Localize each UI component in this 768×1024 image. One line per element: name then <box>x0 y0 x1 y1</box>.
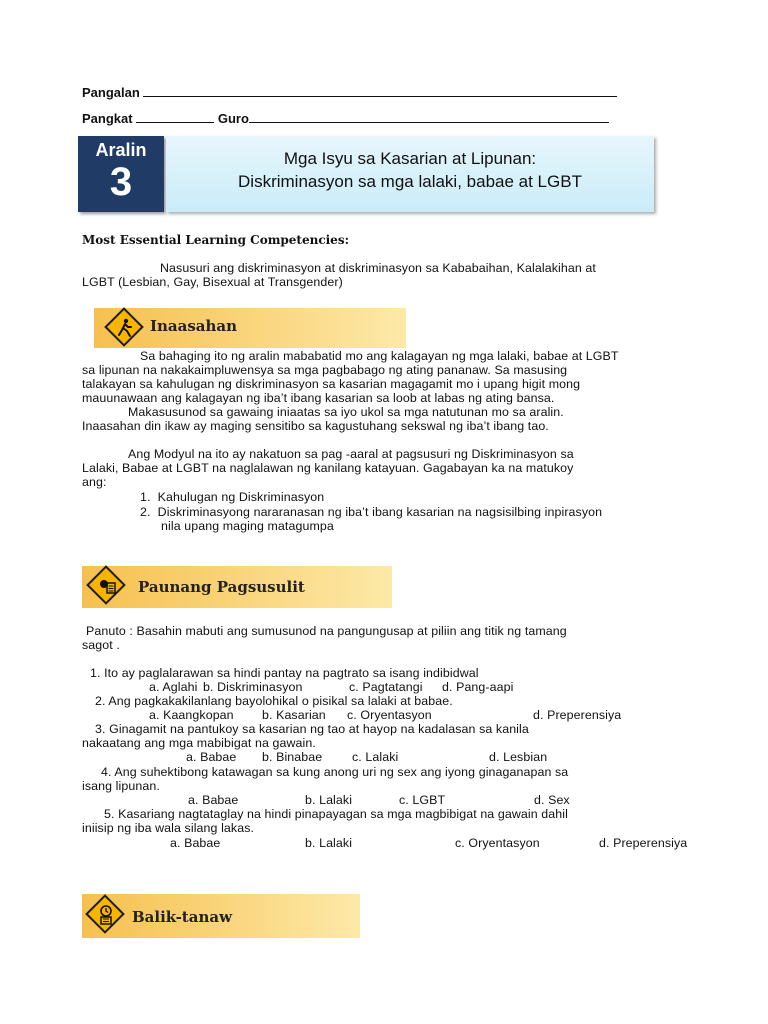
option[interactable]: c. Pagtatangi <box>349 680 423 694</box>
question-5: 5. Kasariang nagtataglay na hindi pinapayagan sa mga magbibigat na gawain dahil <box>104 807 568 821</box>
panuto-line2: sagot . <box>82 638 120 652</box>
option[interactable]: a. Aglahi <box>149 680 198 694</box>
option[interactable]: c. Oryentasyon <box>347 708 432 722</box>
list-num: 1. <box>140 490 151 504</box>
option[interactable]: b. Lalaki <box>305 836 353 850</box>
option[interactable]: a. Kaangkopan <box>149 708 234 722</box>
balik-tanaw-title: Balik-tanaw <box>132 908 232 926</box>
paunang-pagsusulit-header <box>82 566 392 608</box>
name-label: Pangalan <box>82 85 140 100</box>
inaasahan-p2-line1: Makasusunod sa gawaing iniaatas sa iyo ukol sa mga natutunan mo sa aralin. <box>128 405 564 419</box>
clock-calendar-icon <box>91 900 121 930</box>
question-4-cont: isang lipunan. <box>82 779 160 793</box>
list-text: Diskriminasyong nararanasan ng iba’t ibang kasarian na nagsisilbing inpirasyon <box>157 505 603 519</box>
melc-heading: Most Essential Learning Competencies: <box>82 233 350 247</box>
list-item <box>140 490 324 504</box>
name-field-row <box>82 84 617 100</box>
option[interactable]: b. Binabae <box>262 750 323 764</box>
melc-line2: LGBT (Lesbian, Gay, Bisexual at Transgender) <box>82 275 343 289</box>
option[interactable]: d. Lesbian <box>489 750 548 764</box>
teacher-input-line[interactable] <box>249 110 609 123</box>
list-item-continued: nila upang maging matagumpa <box>161 519 334 533</box>
panuto-line1: Panuto : Basahin mabuti ang sumusunod na pangungusap at piliin ang titik ng tamang <box>86 624 567 638</box>
section-input-line[interactable] <box>136 110 214 123</box>
option[interactable]: c. Lalaki <box>352 750 399 764</box>
lesson-number-box <box>78 136 164 212</box>
inaasahan-p3-line2: Lalaki, Babae at LGBT na naglalawan ng kanilang katayuan. Gagabayan ka na matukoy <box>82 461 574 475</box>
option[interactable]: a. Babae <box>170 836 221 850</box>
option[interactable]: c. Oryentasyon <box>455 836 540 850</box>
inaasahan-p2-line2: Inaasahan din ikaw ay maging sensitibo sa kagustuhang sekswal ng iba’t ibang tao. <box>82 419 549 433</box>
option[interactable]: b. Lalaki <box>305 793 353 807</box>
option[interactable]: d. Preperensiya <box>533 708 622 722</box>
melc-line1: Nasusuri ang diskriminasyon at diskriminasyon sa Kababaihan, Kalalakihan at <box>160 261 596 275</box>
question-3: 3. Ginagamit na pantukoy sa kasarian ng tao at hayop na kadalasan sa kanila <box>95 722 529 736</box>
inaasahan-p1-line3: talakayan sa kahulugan ng diskriminasyon sa kasarian magagamit mo i upang higit mong <box>82 377 581 391</box>
option[interactable]: d. Pang-aapi <box>442 680 514 694</box>
lesson-title-box <box>166 136 654 212</box>
lesson-title-line1: Mga Isyu sa Kasarian at Lipunan: <box>283 149 537 168</box>
paunang-pagsusulit-title: Paunang Pagsusulit <box>138 578 305 596</box>
option[interactable]: c. LGBT <box>399 793 446 807</box>
inaasahan-p1-line4: mauunawaan ang kalagayan ng iba’t ibang kasarian sa loob at labas ng ating bansa. <box>82 391 555 405</box>
option[interactable]: a. Babae <box>188 793 239 807</box>
section-label: Pangkat <box>82 111 133 126</box>
question-2: 2. Ang pagkakakilanlang bayolohikal o pisikal sa lalaki at babae. <box>95 694 453 708</box>
option[interactable]: b. Diskriminasyon <box>203 680 303 694</box>
inaasahan-p3-line3: ang: <box>82 475 107 489</box>
list-text: Kahulugan ng Diskriminasyon <box>157 490 325 504</box>
question-5-cont: iniisip ng iba wala silang lakas. <box>82 821 255 835</box>
list-num: 2. <box>140 505 151 519</box>
teacher-label: Guro <box>217 111 249 126</box>
balik-tanaw-header <box>82 894 360 938</box>
question-1: 1. Ito ay paglalarawan sa hindi pantay na pagtrato sa isang indibidwal <box>90 666 479 680</box>
option[interactable]: a. Babae <box>186 750 237 764</box>
name-input-line[interactable] <box>143 84 617 97</box>
question-4: 4. Ang suhektibong katawagan sa kung anong uri ng sex ang iyong ginaganapan sa <box>101 765 569 779</box>
section-teacher-row <box>82 110 609 126</box>
inaasahan-p3-line1: Ang Modyul na ito ay nakatuon sa pag -aaral at pagsusuri ng Diskriminasyon sa <box>128 447 574 461</box>
question-3-cont: nakaatang ang mga mabibigat na gawain. <box>82 736 316 750</box>
quiz-clipboard-icon <box>92 571 122 601</box>
option[interactable]: b. Kasarian <box>262 708 326 722</box>
inaasahan-p1-line1: Sa bahaging ito ng aralin mababatid mo ang kalagayan ng mga lalaki, babae at LGBT <box>140 349 619 363</box>
lesson-title-line2: Diskriminasyon sa mga lalaki, babae at LGBT <box>238 172 582 191</box>
walking-person-icon <box>110 313 140 343</box>
lesson-label: Aralin <box>95 140 147 160</box>
inaasahan-title: Inaasahan <box>150 317 238 335</box>
list-item <box>140 505 602 519</box>
option[interactable]: d. Preperensiya <box>599 836 688 850</box>
inaasahan-header <box>94 308 406 348</box>
inaasahan-p1-line2: sa lipunan na nakakaimpluwensya sa mga pagbabago ng ating pananaw. Sa masusing <box>82 363 568 377</box>
lesson-number: 3 <box>109 160 133 204</box>
option[interactable]: d. Sex <box>534 793 570 807</box>
